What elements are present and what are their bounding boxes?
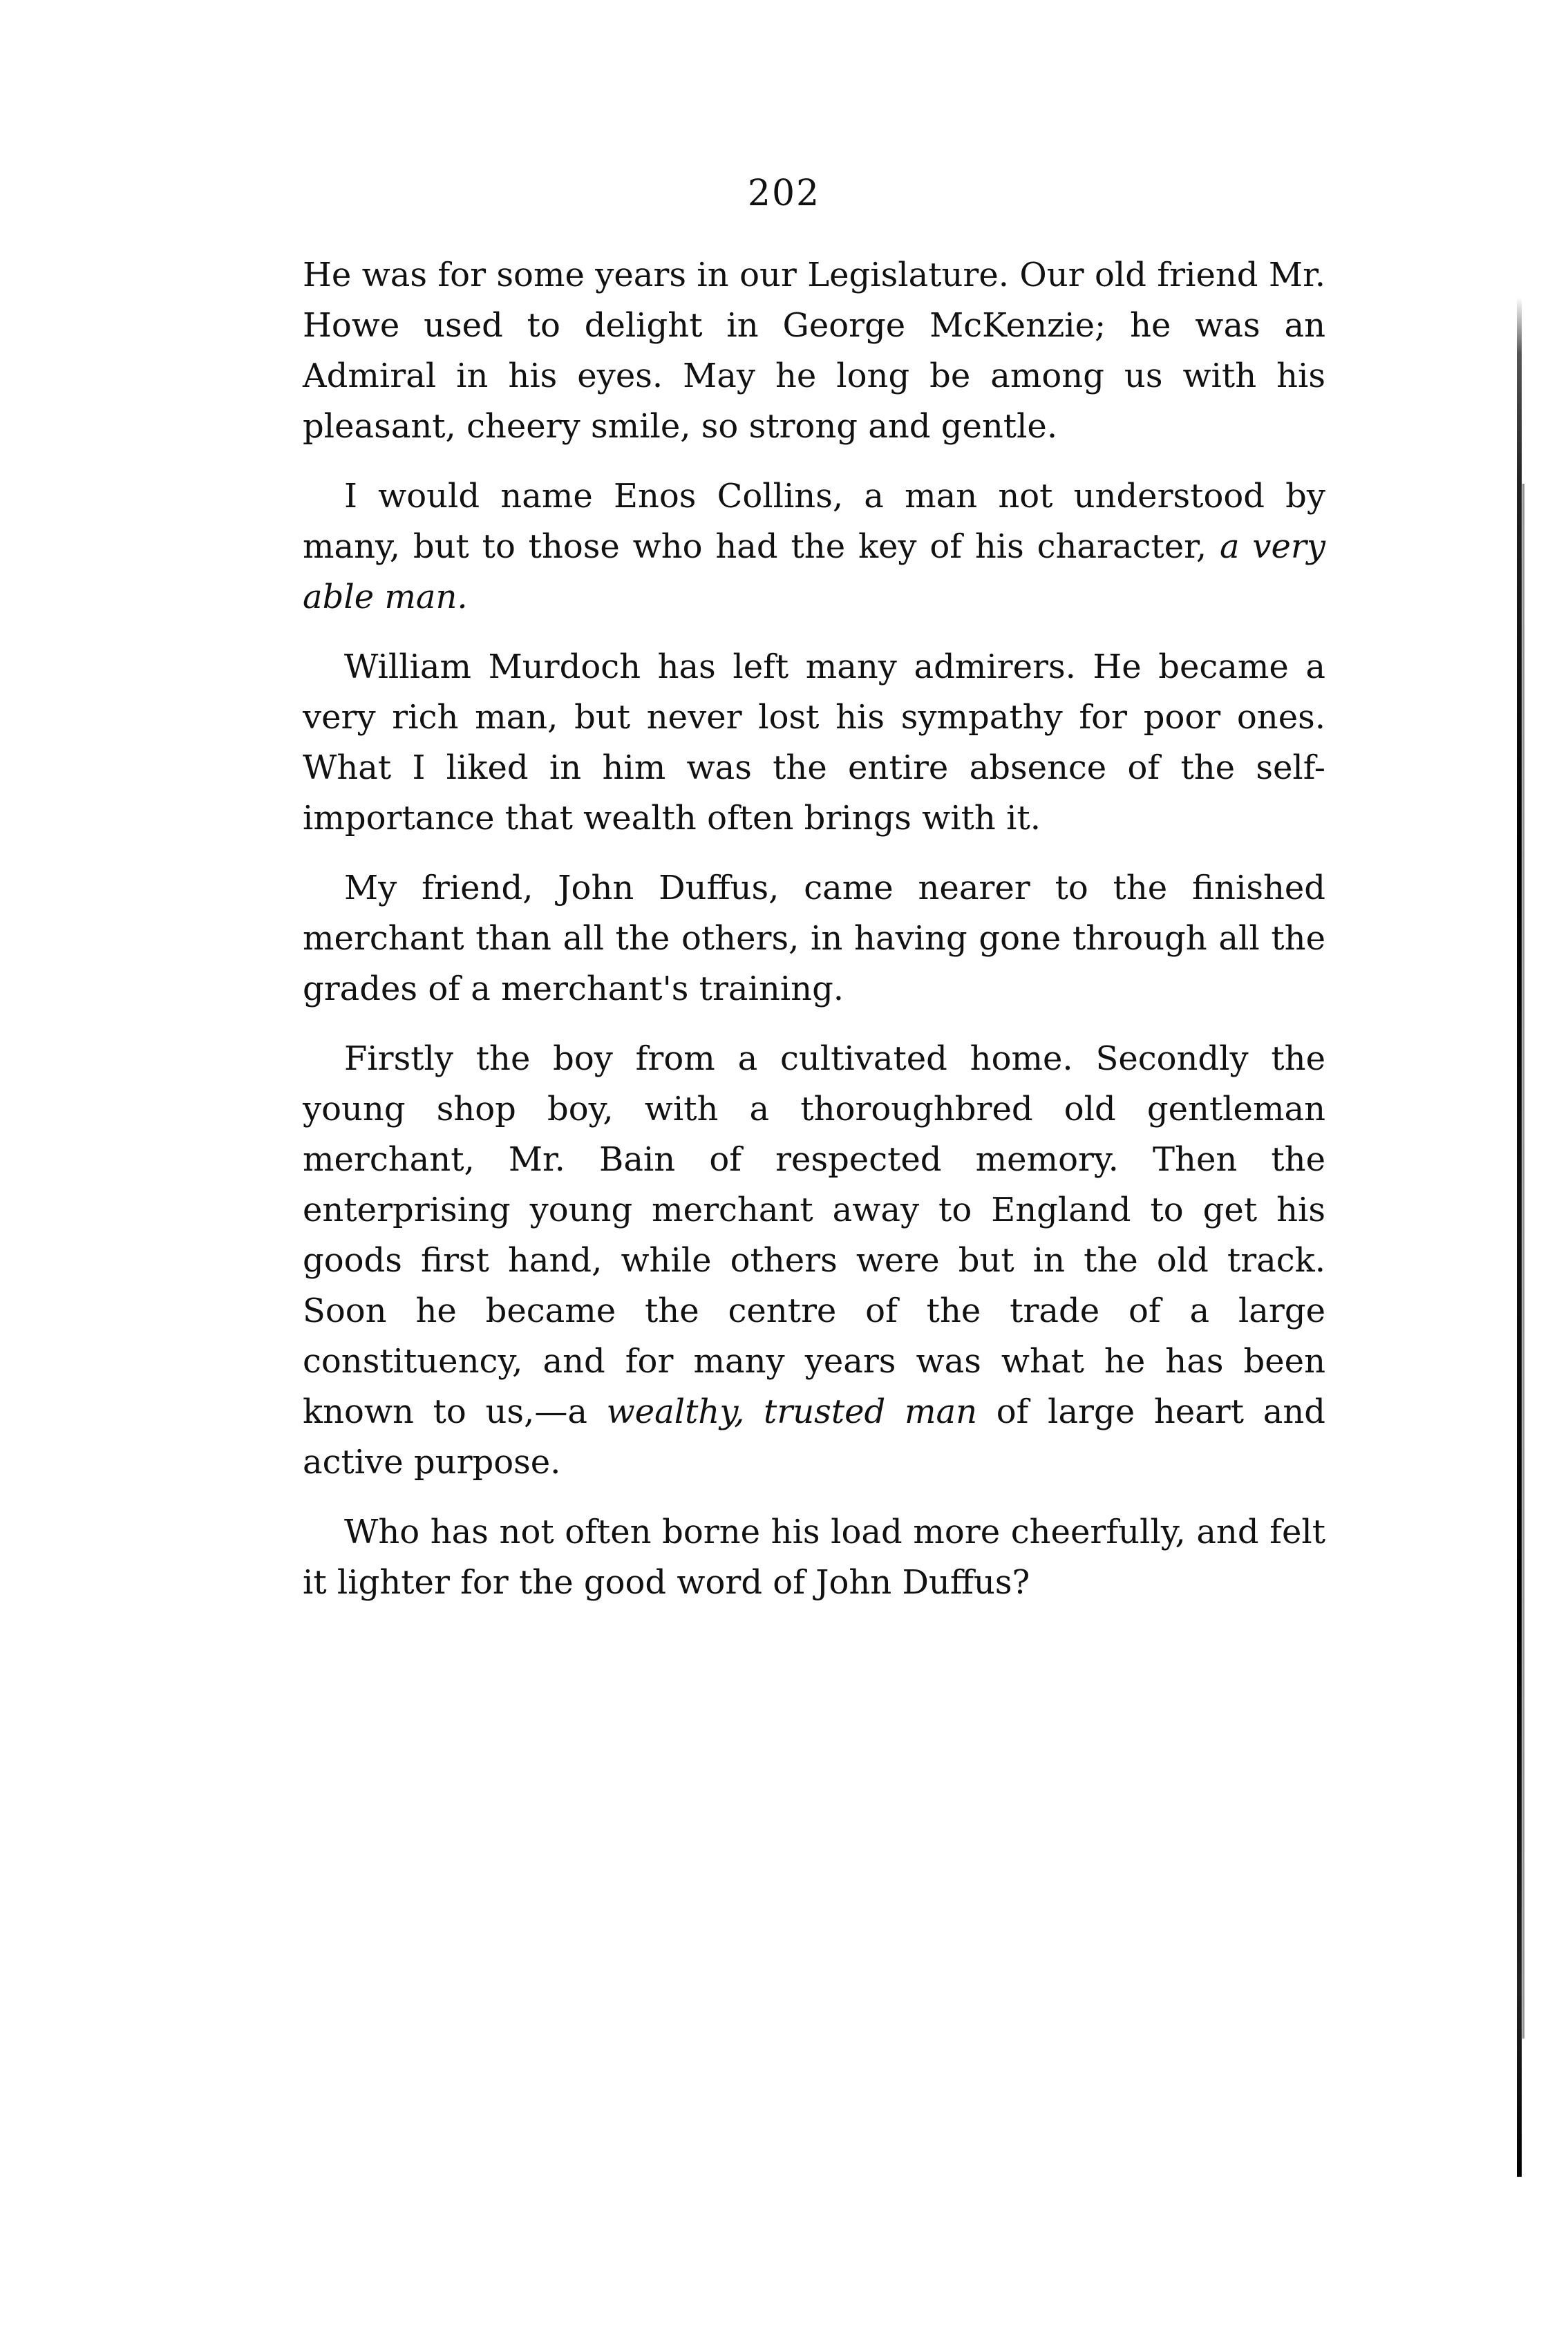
paragraph-4: My friend, John Duffus, came nearer to the finished merchant than all the others, in having gone through all the grades of a merchant's training. bbox=[303, 869, 1325, 1008]
paragraph-2 bbox=[303, 471, 1325, 623]
paragraph-5-italic: wealthy, trusted man bbox=[606, 1392, 977, 1431]
binding-edge-shadow bbox=[1522, 484, 1524, 2039]
body-text bbox=[303, 250, 1325, 1627]
binding-edge bbox=[1517, 297, 1522, 2177]
paragraph-3: William Murdoch has left many admirers. He became a very rich man, but never lost his sympathy for poor ones. What I liked in him was the entire absence of the self-importance that wealth often brings with it. bbox=[303, 648, 1325, 838]
paragraph-1: He was for some years in our Legislature. Our old friend Mr. Howe used to delight in George McKenzie; he was an Admiral in his eyes. May he long be among us with his pleasant, cheery smile, so strong and gentle. bbox=[303, 256, 1325, 446]
paragraph-5 bbox=[303, 1034, 1325, 1488]
paragraph-2-text: I would name Enos Collins, a man not understood by many, but to those who had the key of his character, bbox=[303, 477, 1325, 566]
paragraph-2-italic: a very able man. bbox=[303, 527, 1325, 616]
paragraph-5-text: Firstly the boy from a cultivated home. Secondly the young shop boy, with a thoroughbred old gentleman merchant, Mr. Bain of respected memory. Then the enterprising young merchant away to England to get his goods first hand, while others were but in the old track. Soon he became the centre of the trade of a large constituency, and for many years was what he has been known to us,—a bbox=[303, 1039, 1325, 1431]
paragraph-5-after: of large heart and active purpose. bbox=[303, 1392, 1325, 1482]
page-number: 202 bbox=[747, 173, 821, 214]
paragraph-6: Who has not often borne his load more cheerfully, and felt it lighter for the good word of John Duffus? bbox=[303, 1513, 1325, 1602]
